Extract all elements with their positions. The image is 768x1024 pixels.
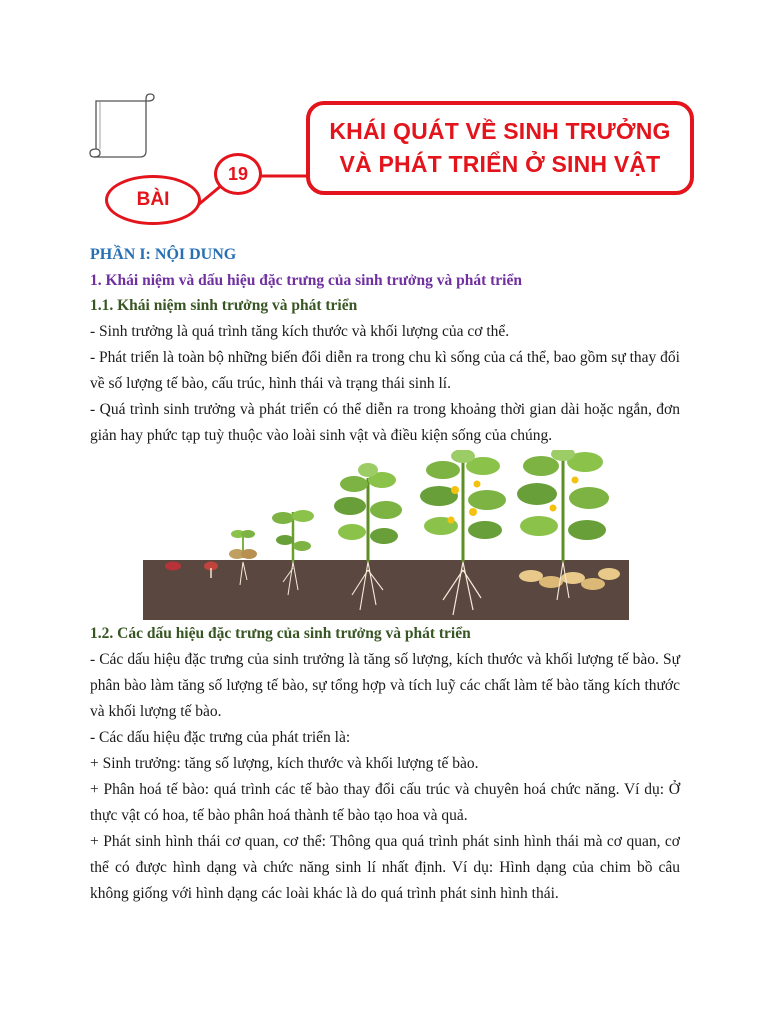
lesson-title-line-1: KHÁI QUÁT VỀ SINH TRƯỞNG bbox=[329, 118, 671, 144]
peanut-pod bbox=[598, 568, 620, 580]
lesson-title-line-2: VÀ PHÁT TRIỂN Ở SINH VẬT bbox=[339, 151, 661, 177]
paragraph: - Phát triển là toàn bộ những biến đổi diễn ra trong chu kì sống của cá thể, bao gồm sự thay đổi về số lượng tế bào, cấu trúc, hình thái và trạng thái sinh lí. bbox=[90, 349, 680, 392]
paragraph: - Sinh trưởng là quá trình tăng kích thước và khối lượng của cơ thể. bbox=[90, 323, 510, 340]
plant-growth-stages-illustration bbox=[143, 450, 629, 620]
part-heading: PHẦN I: NỘI DUNG bbox=[90, 246, 237, 263]
paragraph: + Phân hoá tế bào: quá trình các tế bào thay đổi cấu trúc và chuyên hoá chức năng. Ví dụ: Ở thực vật có hoa, tế bào phân hoá thành tế bào tạo hoa và quả. bbox=[90, 781, 680, 824]
subsection-1-2-body bbox=[90, 647, 680, 907]
peanut-pod bbox=[519, 570, 543, 582]
subsection-1-1-body bbox=[90, 319, 680, 449]
paragraph: + Phát sinh hình thái cơ quan, cơ thể: Thông qua quá trình phát sinh hình thái mà cơ quan, cơ thể có được hình dạng và chức năng sinh lí nhất định. Ví dụ: Hình dạng của chim bồ câu không giống với hình dạng các loài khác là do quá trình phát sinh hình thái. bbox=[90, 833, 680, 902]
lesson-number: 19 bbox=[214, 153, 262, 195]
seed bbox=[165, 562, 181, 571]
lesson-label: BÀI bbox=[105, 175, 201, 225]
lesson-title-box bbox=[306, 101, 694, 195]
peanut-pod bbox=[581, 578, 605, 590]
section-heading-1: 1. Khái niệm và dấu hiệu đặc trưng của sinh trưởng và phát triển bbox=[90, 272, 522, 289]
subsection-heading-1-2: 1.2. Các dấu hiệu đặc trưng của sinh trưởng và phát triển bbox=[90, 625, 471, 642]
subsection-heading-1-1: 1.1. Khái niệm sinh trưởng và phát triển bbox=[90, 297, 358, 314]
paragraph: - Quá trình sinh trưởng và phát triển có thể diễn ra trong khoảng thời gian dài hoặc ngắn, đơn giản hay phức tạp tuỳ thuộc vào loài sinh vật và điều kiện sống của chúng. bbox=[90, 401, 680, 444]
paragraph: - Các dấu hiệu đặc trưng của phát triển là: bbox=[90, 729, 351, 746]
paragraph: - Các dấu hiệu đặc trưng của sinh trưởng là tăng số lượng, kích thước và khối lượng tế bào. Sự phân bào làm tăng số lượng tế bào, sự tổng hợp và tích luỹ các chất làm tế bào tăng kích thước và khối lượng tế bào. bbox=[90, 651, 680, 720]
scroll-icon bbox=[88, 93, 158, 159]
mature-plant bbox=[517, 450, 620, 600]
paragraph: + Sinh trưởng: tăng số lượng, kích thước và khối lượng tế bào. bbox=[90, 755, 479, 772]
